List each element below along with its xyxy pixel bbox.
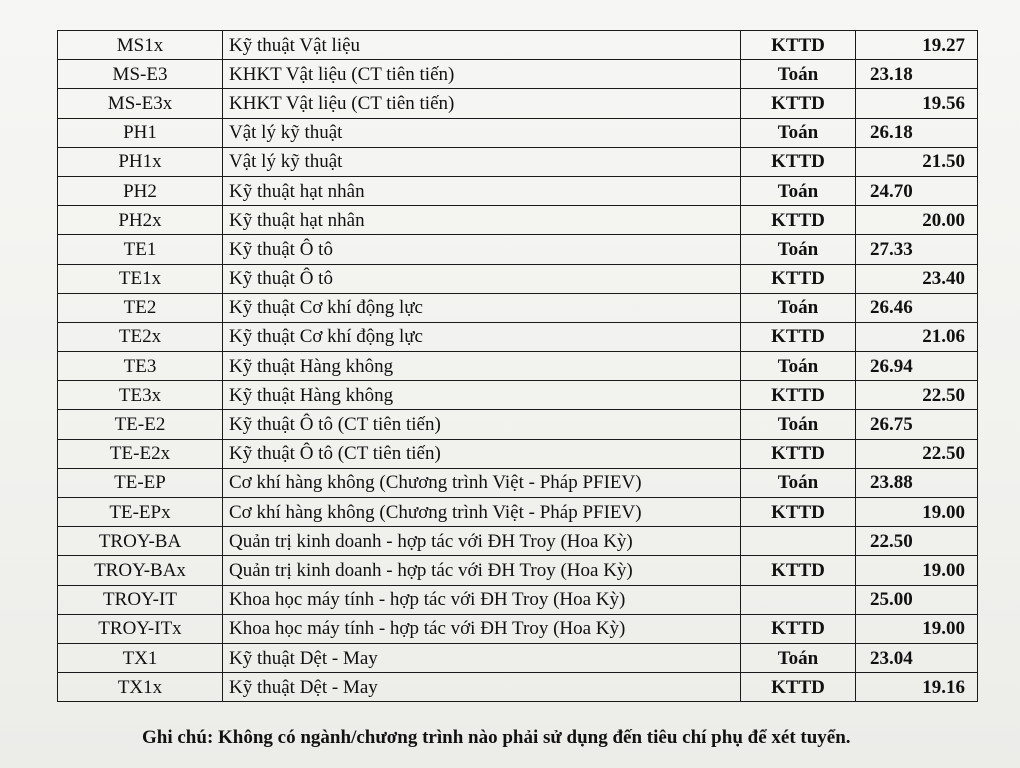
admission-score-table xyxy=(57,30,978,702)
criterion-cell: Toán xyxy=(741,468,856,497)
criterion-cell: KTTD xyxy=(741,673,856,702)
score-cell: 19.27 xyxy=(856,31,978,60)
table-row xyxy=(58,468,978,497)
table-row xyxy=(58,206,978,235)
program-code-cell: MS-E3 xyxy=(58,60,223,89)
criterion-cell: Toán xyxy=(741,60,856,89)
table-row xyxy=(58,293,978,322)
criterion-cell: KTTD xyxy=(741,614,856,643)
criterion-cell: Toán xyxy=(741,235,856,264)
footnote: Ghi chú: Không có ngành/chương trình nào phải sử dụng đến tiêu chí phụ để xét tuyển. xyxy=(142,727,851,748)
score-cell: 26.18 xyxy=(856,118,978,147)
program-name-cell: Khoa học máy tính - hợp tác với ĐH Troy (Hoa Kỳ) xyxy=(223,614,741,643)
score-cell: 19.00 xyxy=(856,556,978,585)
program-name-cell: Khoa học máy tính - hợp tác với ĐH Troy (Hoa Kỳ) xyxy=(223,585,741,614)
program-code-cell: TE-E2x xyxy=(58,439,223,468)
score-cell: 22.50 xyxy=(856,439,978,468)
table-row xyxy=(58,118,978,147)
program-name-cell: Kỹ thuật Cơ khí động lực xyxy=(223,322,741,351)
program-code-cell: MS-E3x xyxy=(58,89,223,118)
program-code-cell: PH2x xyxy=(58,206,223,235)
score-cell: 26.94 xyxy=(856,352,978,381)
score-cell: 21.50 xyxy=(856,147,978,176)
program-name-cell: Kỹ thuật Hàng không xyxy=(223,381,741,410)
program-code-cell: TROY-ITx xyxy=(58,614,223,643)
program-name-cell: Kỹ thuật Hàng không xyxy=(223,352,741,381)
criterion-cell: KTTD xyxy=(741,89,856,118)
program-name-cell: Kỹ thuật Dệt - May xyxy=(223,643,741,672)
table-row xyxy=(58,235,978,264)
program-name-cell: Kỹ thuật hạt nhân xyxy=(223,206,741,235)
score-cell: 24.70 xyxy=(856,176,978,205)
score-cell: 23.88 xyxy=(856,468,978,497)
score-cell: 19.56 xyxy=(856,89,978,118)
score-cell: 23.04 xyxy=(856,643,978,672)
program-name-cell: Kỹ thuật Vật liệu xyxy=(223,31,741,60)
program-code-cell: TE-EPx xyxy=(58,498,223,527)
score-cell: 23.18 xyxy=(856,60,978,89)
program-name-cell: Kỹ thuật Cơ khí động lực xyxy=(223,293,741,322)
criterion-cell: Toán xyxy=(741,352,856,381)
program-code-cell: PH2 xyxy=(58,176,223,205)
program-name-cell: Cơ khí hàng không (Chương trình Việt - Pháp PFIEV) xyxy=(223,468,741,497)
criterion-cell: KTTD xyxy=(741,31,856,60)
table-row xyxy=(58,410,978,439)
criterion-cell: KTTD xyxy=(741,147,856,176)
program-name-cell: Vật lý kỹ thuật xyxy=(223,118,741,147)
program-code-cell: TE-EP xyxy=(58,468,223,497)
table-row xyxy=(58,264,978,293)
criterion-cell: KTTD xyxy=(741,556,856,585)
table-row xyxy=(58,60,978,89)
program-name-cell: Vật lý kỹ thuật xyxy=(223,147,741,176)
criterion-cell: KTTD xyxy=(741,439,856,468)
program-code-cell: MS1x xyxy=(58,31,223,60)
program-code-cell: TX1 xyxy=(58,643,223,672)
table-row xyxy=(58,147,978,176)
table-row xyxy=(58,585,978,614)
criterion-cell xyxy=(741,527,856,556)
criterion-cell: KTTD xyxy=(741,498,856,527)
table-row xyxy=(58,322,978,351)
table-row xyxy=(58,89,978,118)
program-code-cell: TROY-BA xyxy=(58,527,223,556)
table-row xyxy=(58,527,978,556)
table-row xyxy=(58,352,978,381)
score-cell: 26.46 xyxy=(856,293,978,322)
program-code-cell: TE3x xyxy=(58,381,223,410)
table-row xyxy=(58,439,978,468)
criterion-cell: Toán xyxy=(741,176,856,205)
score-cell: 19.16 xyxy=(856,673,978,702)
criterion-cell: Toán xyxy=(741,293,856,322)
score-cell: 27.33 xyxy=(856,235,978,264)
score-cell: 25.00 xyxy=(856,585,978,614)
table-row xyxy=(58,673,978,702)
program-code-cell: TROY-BAx xyxy=(58,556,223,585)
program-name-cell: Kỹ thuật Dệt - May xyxy=(223,673,741,702)
score-cell: 26.75 xyxy=(856,410,978,439)
criterion-cell: KTTD xyxy=(741,322,856,351)
table-row xyxy=(58,31,978,60)
score-cell: 22.50 xyxy=(856,381,978,410)
criterion-cell: KTTD xyxy=(741,381,856,410)
table-row xyxy=(58,556,978,585)
program-name-cell: Quản trị kinh doanh - hợp tác với ĐH Troy (Hoa Kỳ) xyxy=(223,527,741,556)
program-name-cell: Kỹ thuật Ô tô xyxy=(223,264,741,293)
score-cell: 22.50 xyxy=(856,527,978,556)
table-row xyxy=(58,498,978,527)
table-row xyxy=(58,643,978,672)
score-cell: 19.00 xyxy=(856,614,978,643)
table-row xyxy=(58,176,978,205)
program-code-cell: TE-E2 xyxy=(58,410,223,439)
criterion-cell: Toán xyxy=(741,643,856,672)
program-name-cell: Kỹ thuật hạt nhân xyxy=(223,176,741,205)
criterion-cell: Toán xyxy=(741,118,856,147)
program-name-cell: KHKT Vật liệu (CT tiên tiến) xyxy=(223,60,741,89)
program-name-cell: Quản trị kinh doanh - hợp tác với ĐH Troy (Hoa Kỳ) xyxy=(223,556,741,585)
program-name-cell: Kỹ thuật Ô tô (CT tiên tiến) xyxy=(223,439,741,468)
program-code-cell: PH1 xyxy=(58,118,223,147)
criterion-cell: KTTD xyxy=(741,264,856,293)
score-cell: 23.40 xyxy=(856,264,978,293)
program-name-cell: KHKT Vật liệu (CT tiên tiến) xyxy=(223,89,741,118)
score-cell: 19.00 xyxy=(856,498,978,527)
program-code-cell: TE2 xyxy=(58,293,223,322)
criterion-cell xyxy=(741,585,856,614)
score-cell: 21.06 xyxy=(856,322,978,351)
program-name-cell: Kỹ thuật Ô tô (CT tiên tiến) xyxy=(223,410,741,439)
program-code-cell: TX1x xyxy=(58,673,223,702)
program-code-cell: TE3 xyxy=(58,352,223,381)
table-row xyxy=(58,614,978,643)
program-code-cell: TE1x xyxy=(58,264,223,293)
program-name-cell: Cơ khí hàng không (Chương trình Việt - Pháp PFIEV) xyxy=(223,498,741,527)
program-code-cell: TE1 xyxy=(58,235,223,264)
program-name-cell: Kỹ thuật Ô tô xyxy=(223,235,741,264)
program-code-cell: PH1x xyxy=(58,147,223,176)
criterion-cell: Toán xyxy=(741,410,856,439)
score-cell: 20.00 xyxy=(856,206,978,235)
criterion-cell: KTTD xyxy=(741,206,856,235)
score-table-body xyxy=(58,31,978,702)
program-code-cell: TE2x xyxy=(58,322,223,351)
table-row xyxy=(58,381,978,410)
program-code-cell: TROY-IT xyxy=(58,585,223,614)
